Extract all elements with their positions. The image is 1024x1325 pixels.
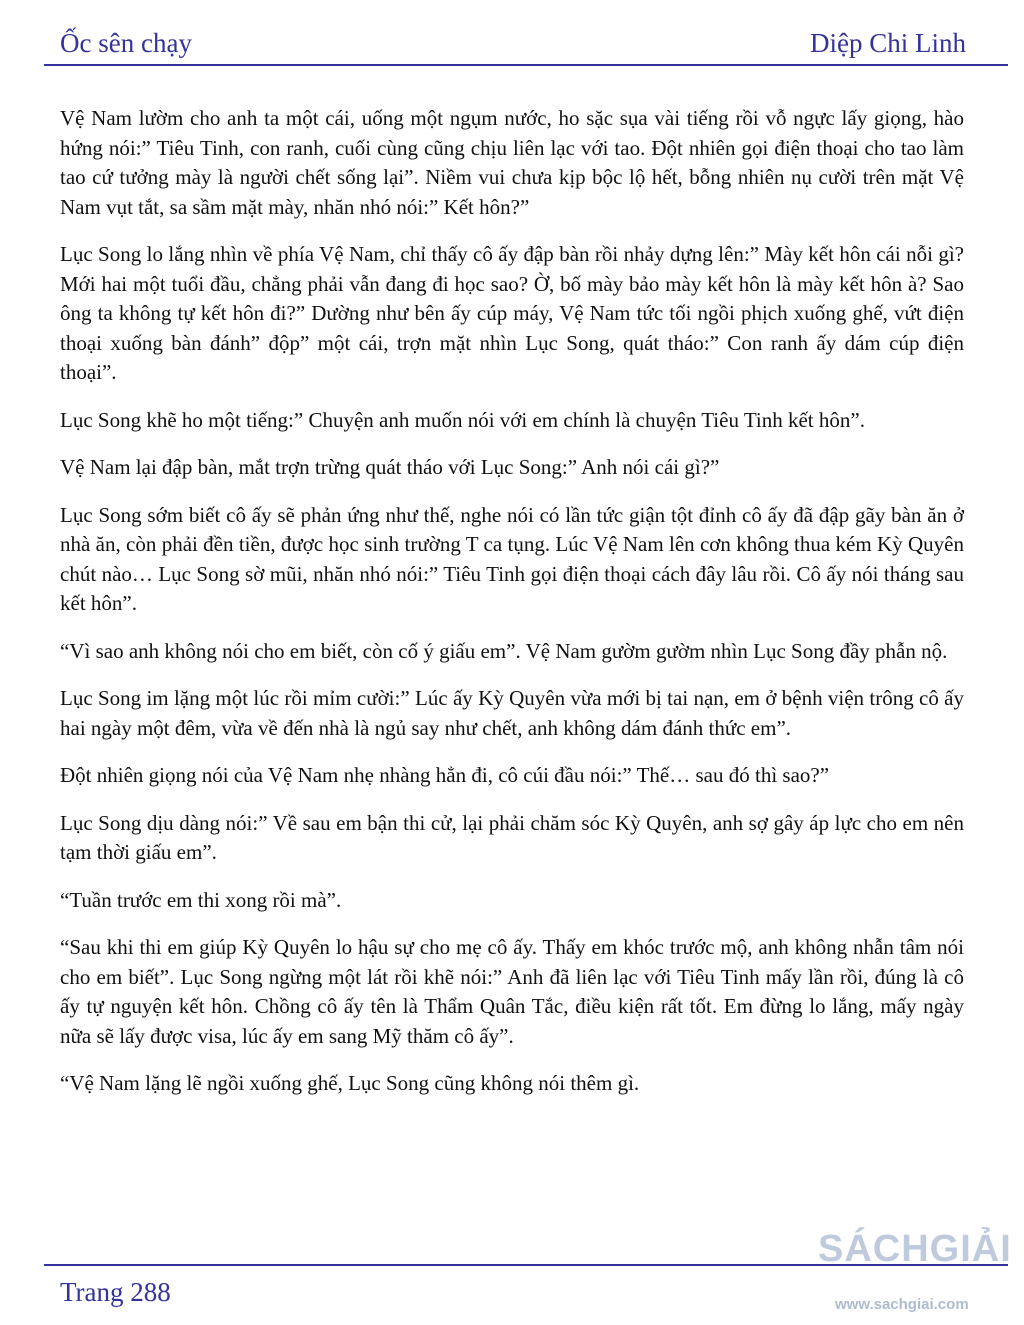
paragraph: Lục Song lo lắng nhìn về phía Vệ Nam, chỉ thấy cô ấy đập bàn rồi nhảy dựng lên:” Mày kết hôn cái nỗi gì? Mới hai một tuổi đầu, chẳng phải vẫn đang đi học sao? Ờ, bố mày bảo mày kết hôn là mày kết hôn à? Sao ông ta không tự kết hôn đi?” Dường như bên ấy cúp máy, Vệ Nam tức tối ngồi phịch xuống ghế, vứt điện thoại xuống bàn đánh” độp” một cái, trợn mặt nhìn Lục Song, quát tháo:” Con ranh ấy dám cúp điện thoại”. <box>60 242 964 384</box>
paragraph: Lục Song sớm biết cô ấy sẽ phản ứng như thế, nghe nói có lần tức giận tột đỉnh cô ấy đã đập gãy bàn ăn ở nhà ăn, còn phải đền tiền, được học sinh trường T ca tụng. Lúc Vệ Nam lên cơn không thua kém Kỳ Quyên chút nào… Lục Song sờ mũi, nhăn nhó nói:” Tiêu Tinh gọi điện thoại cách đây lâu rồi. Cô ấy nói tháng sau kết hôn”. <box>60 502 964 615</box>
watermark-logo: SÁCHGIẢI <box>818 1228 1012 1270</box>
watermark-url: www.sachgiai.com <box>835 1296 969 1313</box>
author-name: Diệp Chi Linh <box>810 28 966 58</box>
chapter-body <box>60 104 964 1117</box>
paragraph: Lục Song khẽ ho một tiếng:” Chuyện anh muốn nói với em chính là chuyện Tiêu Tinh kết hôn”. <box>60 407 865 432</box>
paragraph: Đột nhiên giọng nói của Vệ Nam nhẹ nhàng hẳn đi, cô cúi đầu nói:” Thế… sau đó thì sao?” <box>60 763 830 787</box>
paragraph: Lục Song im lặng một lúc rồi mỉm cười:” Lúc ấy Kỳ Quyên vừa mới bị tai nạn, em ở bệnh viện trông cô ấy hai ngày một đêm, vừa về đến nhà là ngủ say như chết, anh không dám đánh thức em”. <box>60 686 964 740</box>
book-title: Ốc sên chạy <box>60 28 192 58</box>
paragraph: Vệ Nam lườm cho anh ta một cái, uống một ngụm nước, ho sặc sụa vài tiếng rồi vỗ ngực lấy giọng, hào hứng nói:” Tiêu Tinh, con ranh, cuối cùng cũng chịu liên lạc với tao. Đột nhiên gọi điện thoại cho tao làm tao cứ tưởng mày là người chết sống lại”. Niềm vui chưa kịp bộc lộ hết, bỗng nhiên nụ cười trên mặt Vệ Nam vụt tắt, sa sầm mặt mày, nhăn nhó nói:” Kết hôn?” <box>60 106 964 219</box>
paragraph: “Tuần trước em thi xong rồi mà”. <box>60 887 342 912</box>
paragraph: “Sau khi thi em giúp Kỳ Quyên lo hậu sự cho mẹ cô ấy. Thấy em khóc trước mộ, anh không nhẫn tâm nói cho em biết”. Lục Song ngừng một lát rồi khẽ nói:” Anh đã liên lạc với Tiêu Tinh mấy lần rồi, đúng là cô ấy tự nguyện kết hôn. Chồng cô ấy tên là Thẩm Quân Tắc, điều kiện rất tốt. Em đừng lo lắng, mấy ngày nữa sẽ lấy được visa, lúc ấy em sang Mỹ thăm cô ấy”. <box>60 935 964 1048</box>
paragraph: “Vệ Nam lặng lẽ ngồi xuống ghế, Lục Song cũng không nói thêm gì. <box>60 1071 640 1095</box>
page-number: Trang 288 <box>60 1277 171 1307</box>
paragraph: Lục Song dịu dàng nói:” Về sau em bận thi cử, lại phải chăm sóc Kỳ Quyên, anh sợ gây áp lực cho em nên tạm thời giấu em”. <box>60 810 964 864</box>
paragraph: “Vì sao anh không nói cho em biết, còn cố ý giấu em”. Vệ Nam gườm gườm nhìn Lục Song đầy phẫn nộ. <box>60 638 948 663</box>
header-rule <box>44 64 1008 66</box>
paragraph: Vệ Nam lại đập bàn, mắt trợn trừng quát tháo với Lục Song:” Anh nói cái gì?” <box>60 455 720 479</box>
